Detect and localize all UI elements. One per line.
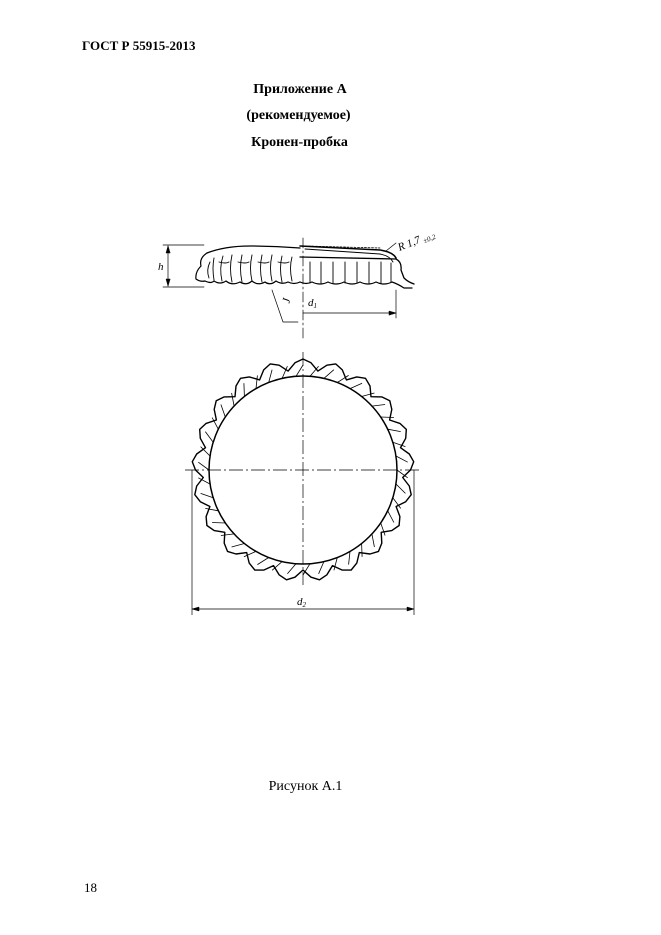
appendix-status: (рекомендуемое) [246, 108, 351, 123]
radius-tolerance-label: ±0,2 [422, 232, 437, 245]
page-number: 18 [84, 880, 97, 895]
side-flutes [208, 255, 292, 282]
crown-cork-drawing [150, 215, 440, 625]
detail-label: J [280, 297, 294, 305]
appendix-name: Кронен-пробка [251, 135, 348, 150]
outer-diameter-label: d2 [297, 596, 306, 609]
inner-diameter-label: d1 [308, 297, 317, 310]
radius-label: R 1,7 [396, 233, 423, 254]
figure-caption: Рисунок А.1 [268, 779, 343, 794]
top-view [185, 352, 421, 615]
document-code: ГОСТ Р 55915-2013 [82, 38, 196, 53]
appendix-title: Приложение А [253, 82, 347, 97]
side-view [163, 238, 414, 340]
height-label: h [158, 261, 164, 273]
